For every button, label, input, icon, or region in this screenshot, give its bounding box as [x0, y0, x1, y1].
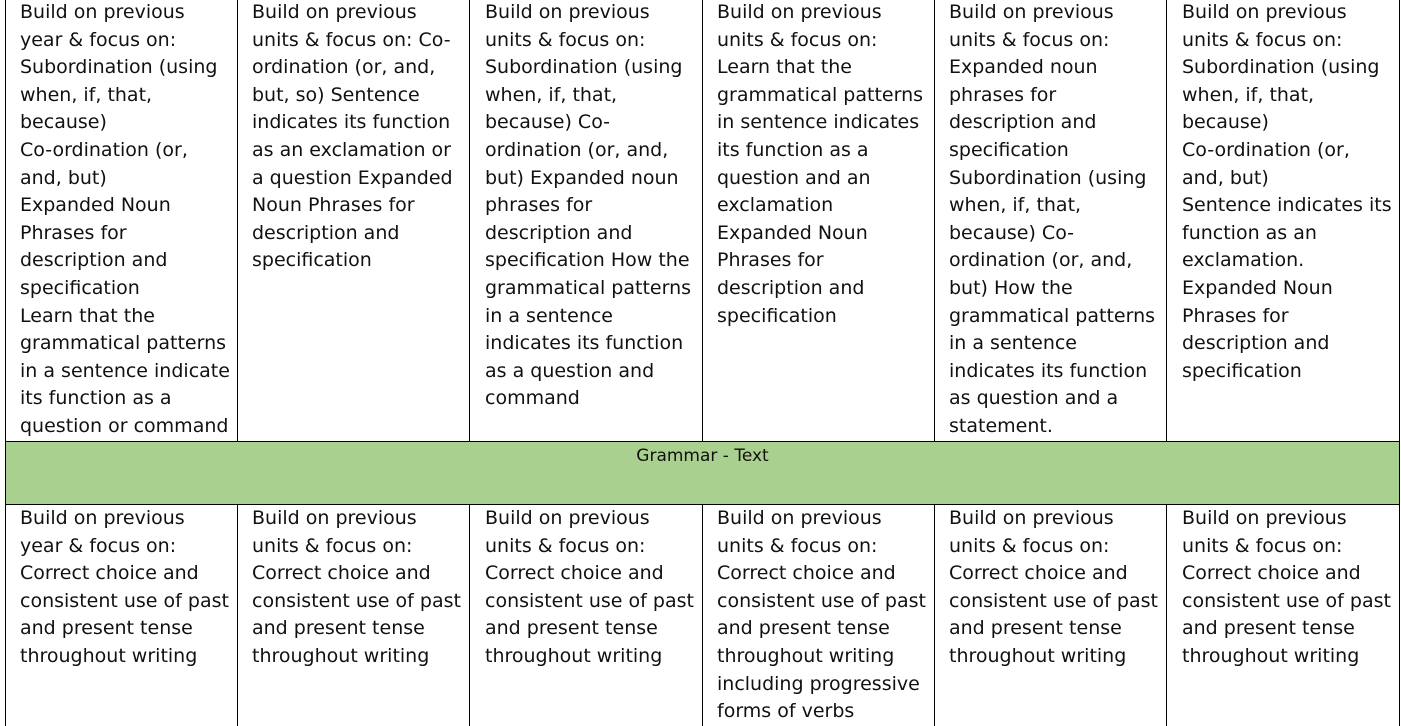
table-border	[934, 505, 935, 726]
table-cell: Build on previous year & focus on: Subordination (using when, if, that, because) Co-ordination (or, and, but) Expanded Noun Phrases for description and specification Learn that the grammatical patterns in a sentence indicate its function as a question or command	[20, 1, 230, 437]
table-border	[237, 0, 238, 441]
table-border	[5, 441, 1400, 442]
table-border	[1399, 0, 1400, 726]
section-header-row	[6, 442, 1399, 504]
table-cell: Build on previous units & focus on: Correct choice and consistent use of past and present tense throughout writing including progressive forms of verbs	[717, 507, 926, 723]
table-border	[1166, 0, 1167, 441]
section-header-title: Grammar - Text	[636, 446, 769, 466]
table-cell: Build on previous units & focus on: Correct choice and consistent use of past and present tense throughout writing	[252, 507, 461, 667]
table-border	[1166, 505, 1167, 726]
table-border	[469, 505, 470, 726]
table-cell: Build on previous units & focus on: Learn that the grammatical patterns in sentence indicates its function as a question and an exclamation Expanded Noun Phrases for description and specification	[717, 1, 924, 327]
table-cell: Build on previous units & focus on: Correct choice and consistent use of past and present tense throughout writing	[1182, 507, 1391, 667]
table-border	[934, 0, 935, 441]
table-border	[237, 505, 238, 726]
table-cell: Build on previous year & focus on: Correct choice and consistent use of past and present tense throughout writing	[20, 507, 229, 667]
table-cell: Build on previous units & focus on: Co- ordination (or, and, but, so) Sentence indicates its function as an exclamation or a question Expanded Noun Phrases for description and specification	[252, 1, 453, 272]
table-border	[5, 0, 6, 726]
table-cell: Build on previous units & focus on: Subordination (using when, if, that, because) Co- ordination (or, and, but) Expanded noun phrases for description and specification How the grammatical patterns in a sentence indicates its function as a question and command	[485, 1, 692, 410]
table-border	[702, 0, 703, 441]
table-cell: Build on previous units & focus on: Subordination (using when, if, that, because) Co-ordination (or, and, but) Sentence indicates its function as an exclamation. Expanded Noun Phrases for description and specification	[1182, 1, 1392, 382]
table-border	[702, 505, 703, 726]
table-cell: Build on previous units & focus on: Correct choice and consistent use of past and present tense throughout writing	[485, 507, 694, 667]
table-cell: Build on previous units & focus on: Correct choice and consistent use of past and present tense throughout writing	[949, 507, 1158, 667]
table-cell: Build on previous units & focus on: Expanded noun phrases for description and specification Subordination (using when, if, that, because) Co- ordination (or, and, but) How the grammatical patterns in a sentence indicates its function as question and a statement.	[949, 1, 1156, 437]
table-border	[469, 0, 470, 441]
